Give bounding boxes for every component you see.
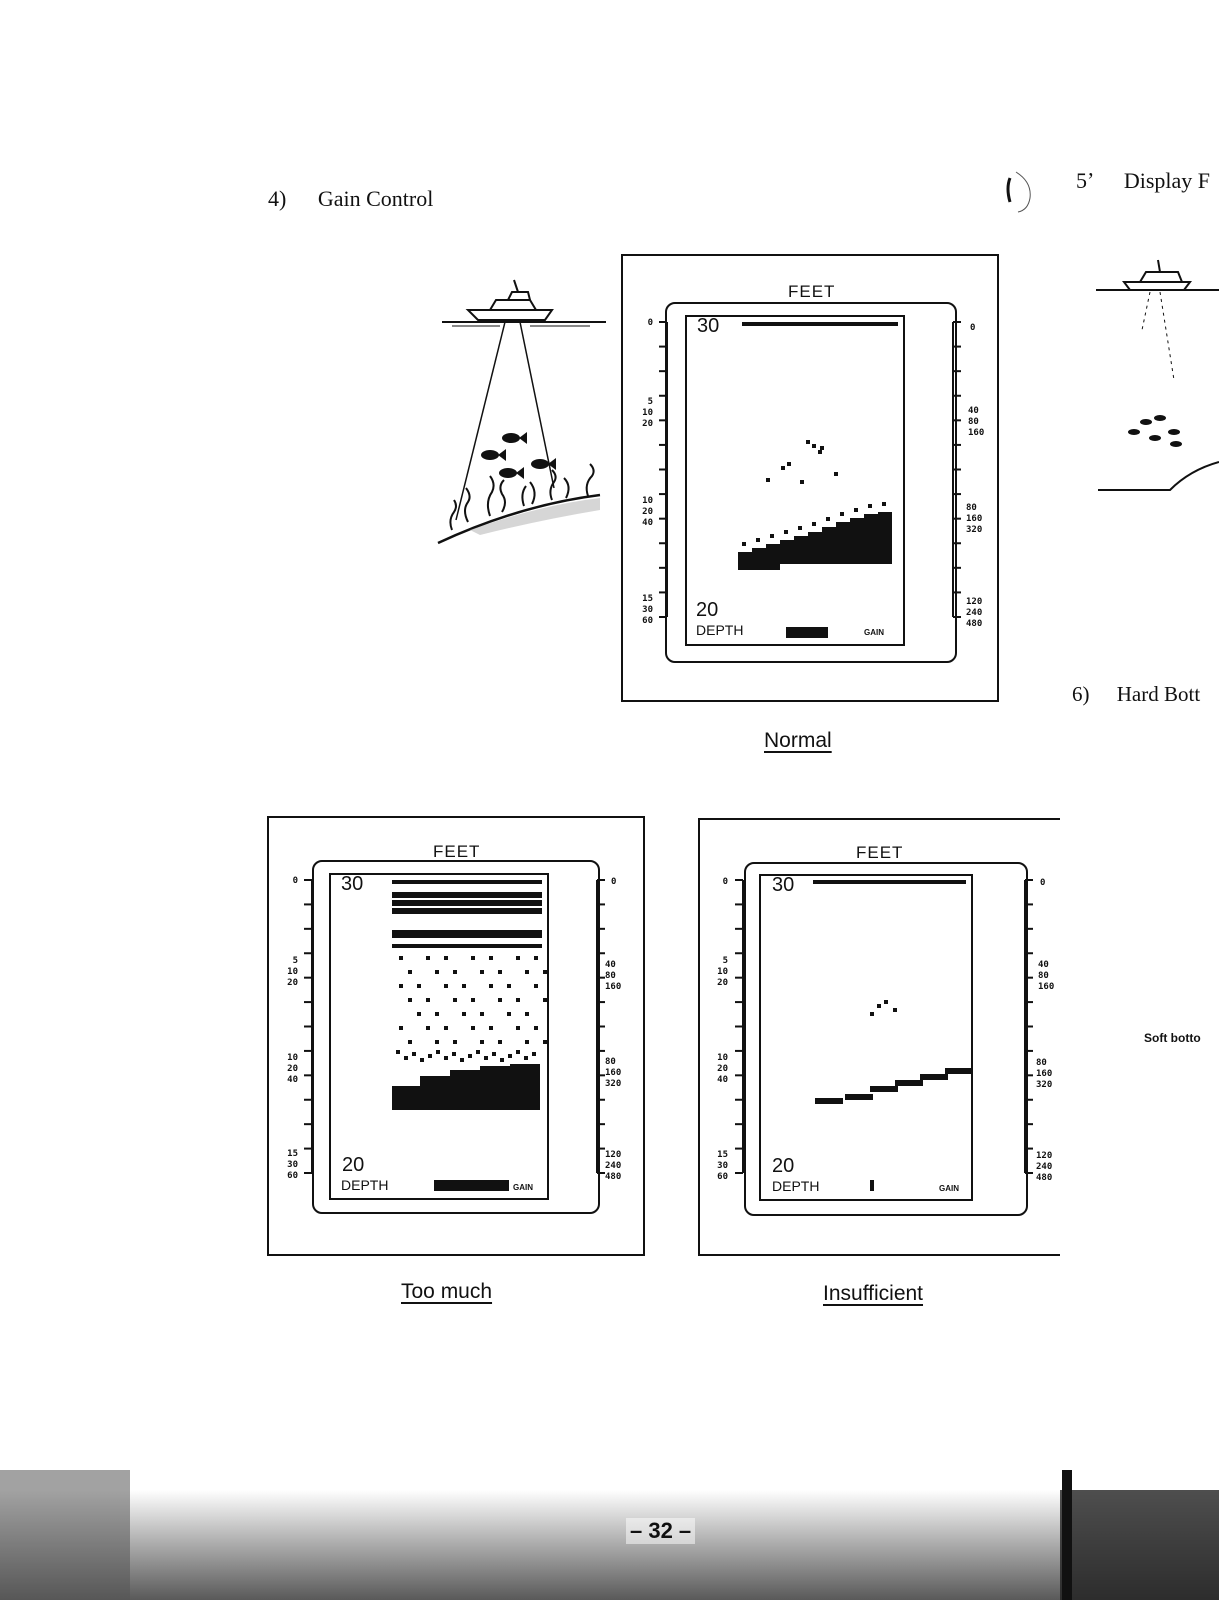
gain-label: GAIN xyxy=(939,1184,959,1193)
right-scale-bottom: 120 240 480 xyxy=(605,1150,622,1182)
right-scale-top: 0 xyxy=(611,877,617,887)
section-number: 6) xyxy=(1072,682,1090,706)
gain-label: GAIN xyxy=(864,628,884,637)
caption-normal: Normal xyxy=(764,729,832,752)
left-scale-mid2: 10 20 40 xyxy=(642,496,653,528)
left-scale-top: 0 xyxy=(292,876,298,886)
right-scale-bottom: 120 240 480 xyxy=(966,597,983,629)
right-scale-top: 0 xyxy=(1040,878,1046,888)
caption-insufficient: Insufficient xyxy=(823,1282,924,1305)
scan-noise-band xyxy=(0,1470,1219,1600)
caption-too-much: Too much xyxy=(401,1280,493,1303)
range-bottom-value: 20 xyxy=(772,1155,795,1177)
section-gain-control-heading xyxy=(268,186,433,212)
unit-label: FEET xyxy=(433,842,481,861)
right-scale-mid1: 40 80 160 xyxy=(1038,960,1055,992)
right-scale-top: 0 xyxy=(970,323,976,333)
left-scale-mid1: 5 10 20 xyxy=(717,956,728,988)
lcd-screen xyxy=(329,873,549,1200)
seaweed-icon xyxy=(450,464,593,530)
left-scale-bottom: 15 30 60 xyxy=(287,1149,298,1181)
left-scale-top: 0 xyxy=(722,877,728,887)
left-scale-mid2: 10 20 40 xyxy=(717,1053,728,1085)
right-scale-mid1: 40 80 160 xyxy=(968,406,985,438)
sonar-beam-icon xyxy=(456,322,554,520)
right-scale-bottom: 120 240 480 xyxy=(1036,1151,1053,1183)
range-top-value: 30 xyxy=(772,874,795,896)
unit-label: FEET xyxy=(788,282,836,301)
boat-icon xyxy=(442,280,606,326)
depth-label: DEPTH xyxy=(772,1178,820,1194)
range-top-value: 30 xyxy=(697,315,720,337)
left-scale-top: 0 xyxy=(647,318,653,328)
section-display-heading xyxy=(1076,168,1210,194)
right-scale-mid2: 80 160 320 xyxy=(605,1057,622,1089)
section-title: Gain Control xyxy=(317,186,434,211)
soft-bottom-label: Soft botto xyxy=(1144,1031,1201,1045)
sea-bottom-line xyxy=(438,495,600,543)
range-bottom-value: 20 xyxy=(696,599,719,621)
left-scale-mid2: 10 20 40 xyxy=(287,1053,298,1085)
depth-label: DEPTH xyxy=(341,1177,389,1193)
right-scale-mid1: 40 80 160 xyxy=(605,960,622,992)
section-title: Hard Bott xyxy=(1116,682,1201,706)
gain-label: GAIN xyxy=(513,1183,533,1192)
lcd-screen xyxy=(759,874,973,1201)
lcd-screen xyxy=(685,315,905,646)
left-scale-bottom: 15 30 60 xyxy=(717,1150,728,1182)
right-scale-mid2: 80 160 320 xyxy=(1036,1058,1053,1090)
range-bottom-value: 20 xyxy=(342,1154,365,1176)
depth-label: DEPTH xyxy=(696,622,744,638)
unit-label: FEET xyxy=(856,843,904,862)
left-scale-mid1: 5 10 20 xyxy=(287,956,298,988)
right-scale-mid2: 80 160 320 xyxy=(966,503,983,535)
section-number: 5ʼ xyxy=(1076,168,1095,193)
section-number: 4) xyxy=(268,186,287,211)
left-scale-bottom: 15 30 60 xyxy=(642,594,653,626)
fish-icon xyxy=(481,432,556,479)
range-top-value: 30 xyxy=(341,873,364,895)
left-scale-mid1: 5 10 20 xyxy=(642,397,653,429)
section-title: Display F xyxy=(1123,168,1211,193)
page-number: – 32 – xyxy=(626,1518,695,1544)
section-hard-bottom-heading xyxy=(1072,682,1200,707)
